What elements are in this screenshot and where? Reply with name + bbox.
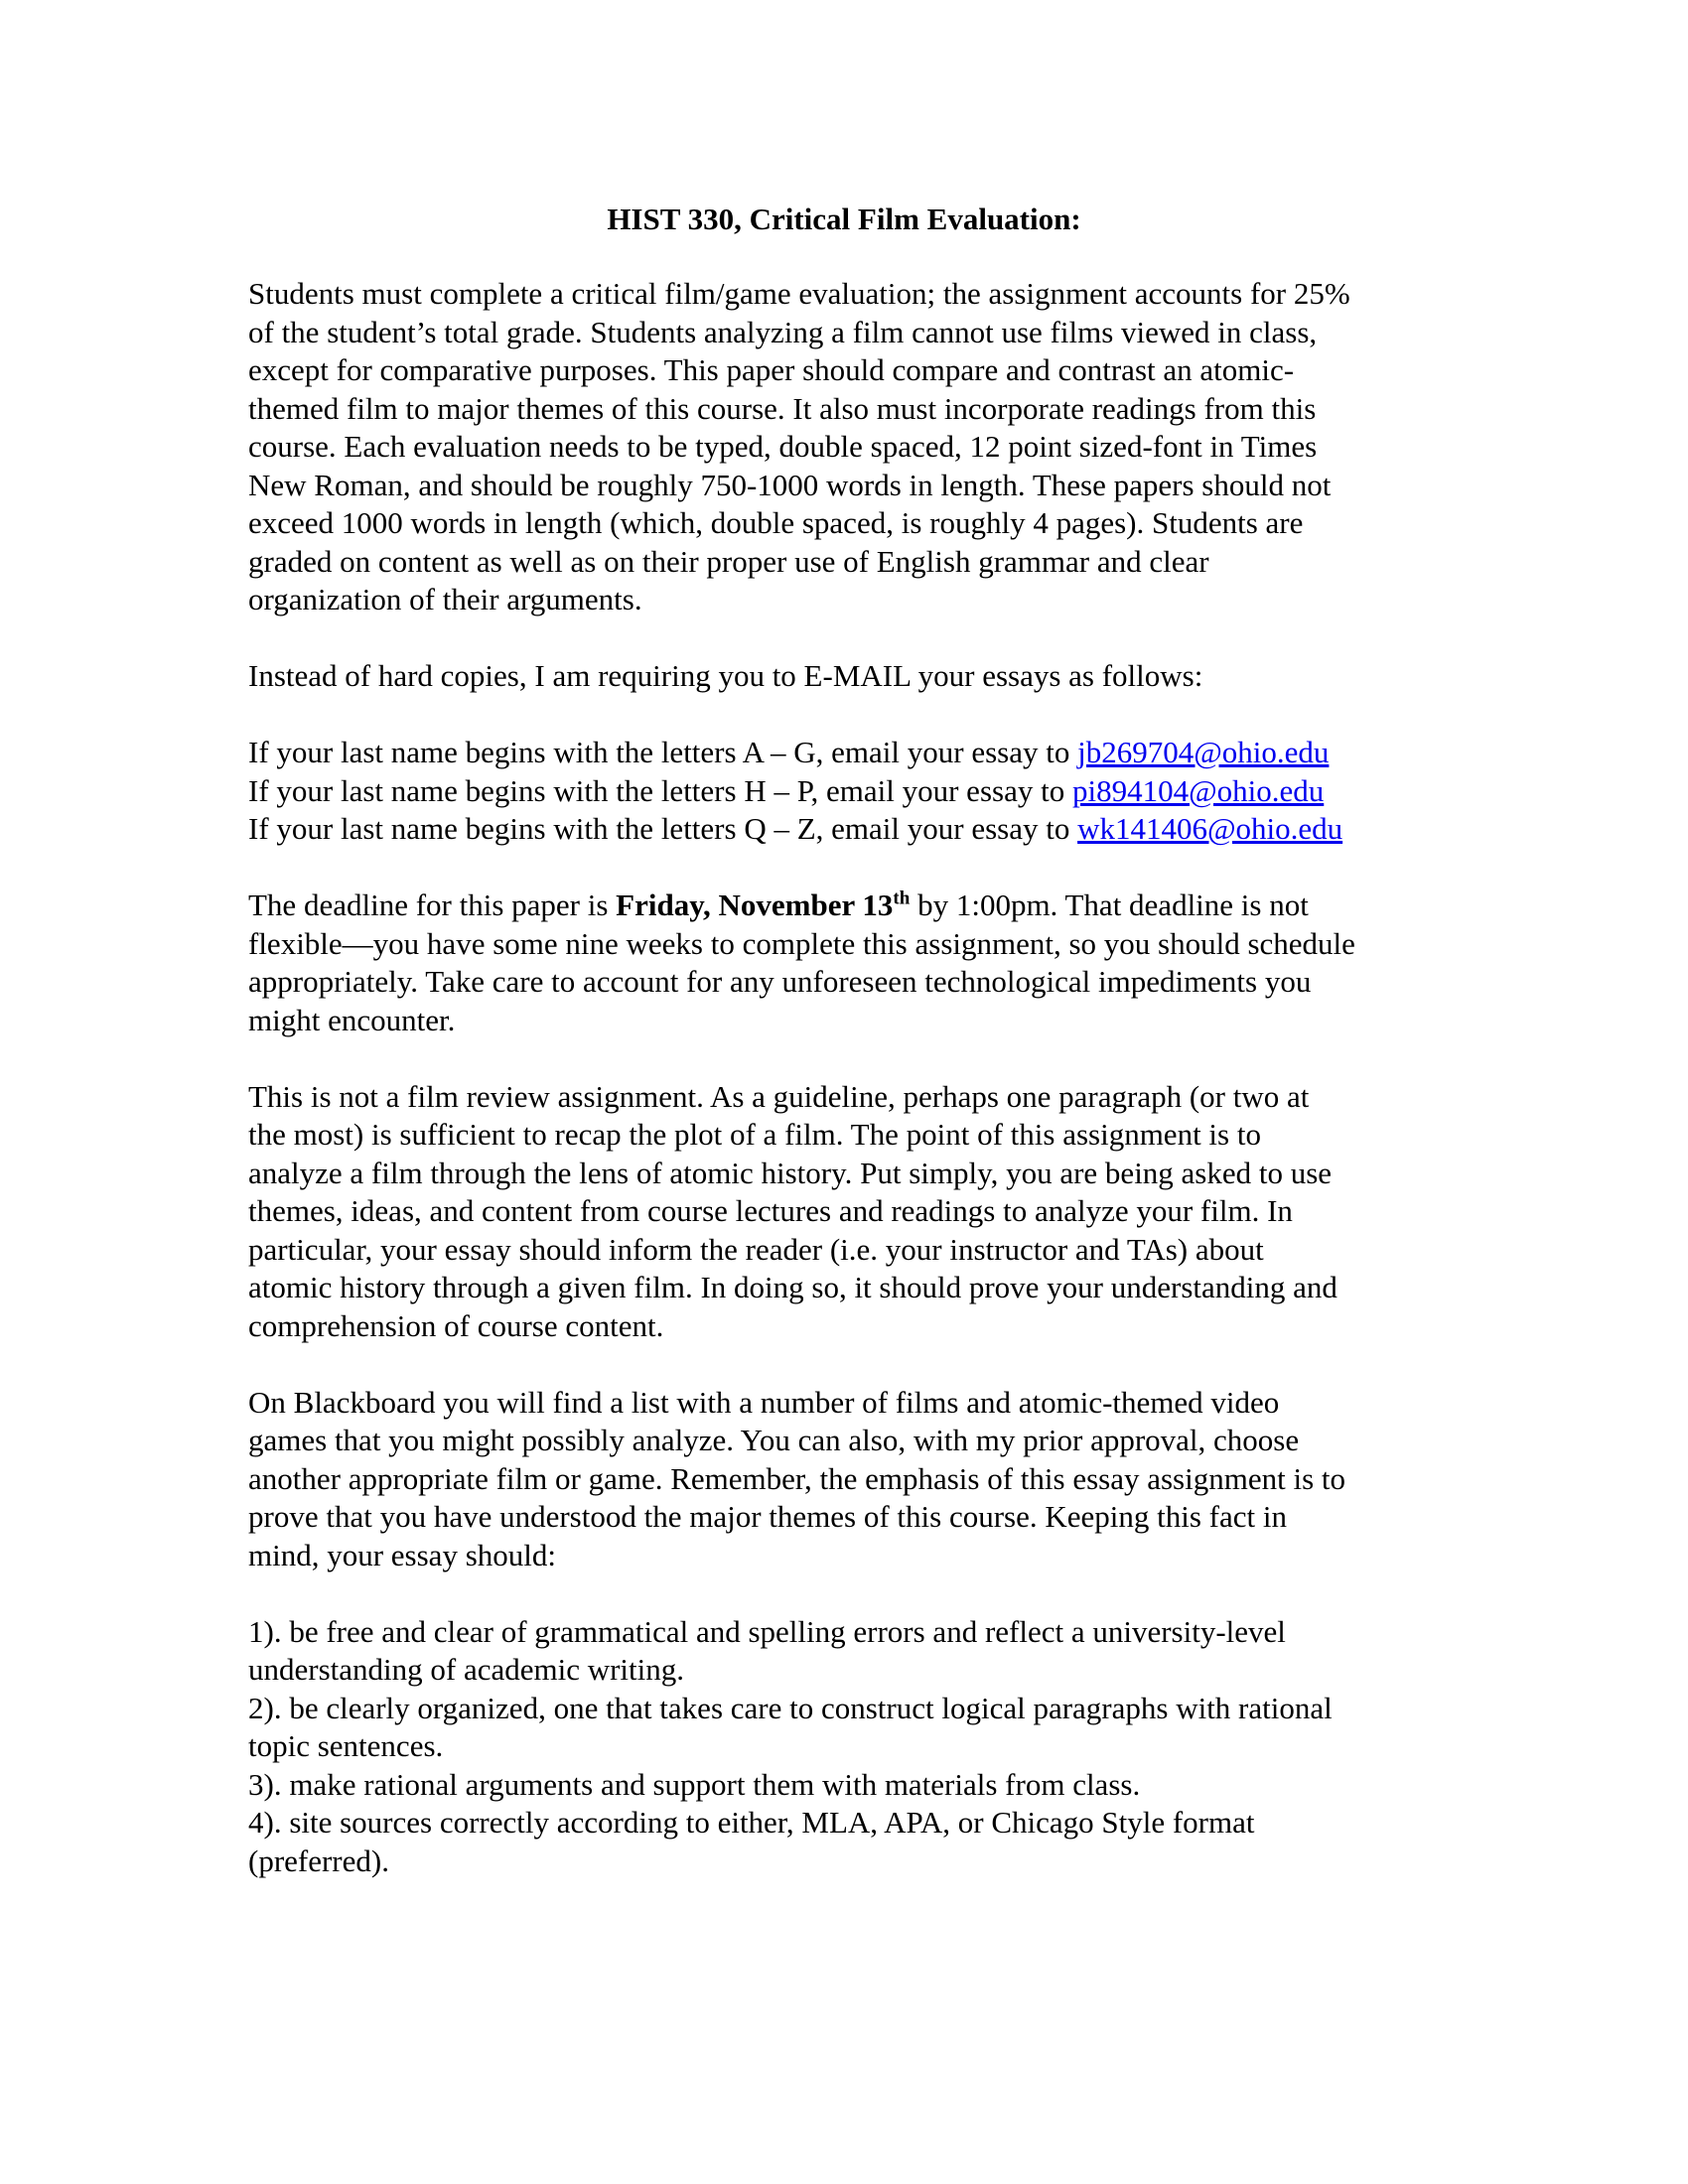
intro-line: New Roman, and should be roughly 750-1000 words in length. These papers should not	[248, 467, 1332, 502]
requirements-list	[248, 1613, 1440, 1881]
requirement-line: topic sentences.	[248, 1728, 444, 1763]
review-line: atomic history through a given film. In doing so, it should prove your understanding and	[248, 1270, 1337, 1304]
intro-paragraph	[248, 275, 1440, 619]
intro-line: themed film to major themes of this course. It also must incorporate readings from this	[248, 390, 1317, 426]
deadline-date-text: Friday, November 13	[616, 887, 894, 922]
intro-line: except for comparative purposes. This paper should compare and contrast an atomic-	[248, 352, 1295, 387]
intro-line: graded on content as well as on their proper use of English grammar and clear	[248, 543, 1209, 579]
email-link-q-z[interactable]: wk141406@ohio.edu	[1077, 811, 1343, 846]
requirement-line: (preferred).	[248, 1843, 389, 1878]
requirement-line: 1). be free and clear of grammatical and spelling errors and reflect a university-level	[248, 1613, 1286, 1649]
deadline-line: appropriately. Take care to account for any unforeseen technological impediments you	[248, 964, 1312, 999]
email-rule-text: If your last name begins with the letters H – P, email your essay to	[248, 772, 1072, 808]
document-body	[248, 275, 1440, 1919]
blackboard-line: On Blackboard you will find a list with a number of films and atomic-themed video	[248, 1384, 1280, 1420]
email-instruction: Instead of hard copies, I am requiring you to E-MAIL your essays as follows:	[248, 658, 1203, 693]
email-rules-paragraph	[248, 734, 1440, 849]
deadline-line: flexible—you have some nine weeks to complete this assignment, so you should schedule	[248, 925, 1355, 961]
review-line: particular, your essay should inform the reader (i.e. your instructor and TAs) about	[248, 1231, 1264, 1267]
email-rule-text: If your last name begins with the letters A – G, email your essay to	[248, 735, 1078, 769]
intro-line: organization of their arguments.	[248, 582, 642, 616]
intro-line: course. Each evaluation needs to be typed, double spaced, 12 point sized-font in Times	[248, 429, 1318, 464]
intro-line: exceed 1000 words in length (which, double spaced, is roughly 4 pages). Students are	[248, 505, 1304, 540]
deadline-date-sup: th	[893, 887, 911, 909]
email-rule-text: If your last name begins with the letters Q – Z, email your essay to	[248, 811, 1078, 846]
review-paragraph	[248, 1078, 1440, 1346]
email-rule-q-z	[248, 810, 1440, 849]
blackboard-line: mind, your essay should:	[248, 1537, 556, 1572]
review-line: This is not a film review assignment. As a guideline, perhaps one paragraph (or two at	[248, 1078, 1310, 1114]
email-link-a-g[interactable]: jb269704@ohio.edu	[1077, 735, 1330, 769]
review-line: the most) is sufficient to recap the plot of a film. The point of this assignment is to	[248, 1117, 1261, 1152]
document-title: HIST 330, Critical Film Evaluation:	[607, 202, 1081, 236]
review-line: analyze a film through the lens of atomic history. Put simply, you are being asked to use	[248, 1155, 1333, 1190]
requirement-line: understanding of academic writing.	[248, 1652, 685, 1687]
email-rule-h-p	[248, 772, 1440, 811]
deadline-line: might encounter.	[248, 1002, 456, 1037]
deadline-paragraph	[248, 887, 1440, 1039]
email-instruction-paragraph	[248, 657, 1440, 696]
requirement-line: 2). be clearly organized, one that takes care to construct logical paragraphs with rational	[248, 1690, 1333, 1725]
blackboard-paragraph	[248, 1384, 1440, 1575]
deadline-date	[616, 887, 910, 922]
review-line: themes, ideas, and content from course lectures and readings to analyze your film. In	[248, 1193, 1293, 1228]
requirement-line: 3). make rational arguments and support them with materials from class.	[248, 1766, 1141, 1802]
requirement-line: 4). site sources correctly according to either, MLA, APA, or Chicago Style format	[248, 1805, 1255, 1840]
email-link-h-p[interactable]: pi894104@ohio.edu	[1071, 772, 1325, 808]
review-line: comprehension of course content.	[248, 1307, 664, 1343]
intro-line: Students must complete a critical film/game evaluation; the assignment accounts for 25%	[248, 276, 1350, 311]
email-rule-a-g	[248, 734, 1440, 772]
intro-line: of the student’s total grade. Students analyzing a film cannot use films viewed in class,	[248, 314, 1318, 349]
deadline-prefix: The deadline for this paper is	[248, 887, 617, 922]
deadline-suffix: by 1:00pm. That deadline is not	[910, 887, 1309, 922]
blackboard-line: prove that you have understood the major themes of this course. Keeping this fact in	[248, 1499, 1287, 1534]
blackboard-line: another appropriate film or game. Remember, the emphasis of this essay assignment is to	[248, 1460, 1346, 1496]
deadline-first-line	[248, 887, 1440, 925]
blackboard-line: games that you might possibly analyze. You can also, with my prior approval, choose	[248, 1423, 1300, 1457]
